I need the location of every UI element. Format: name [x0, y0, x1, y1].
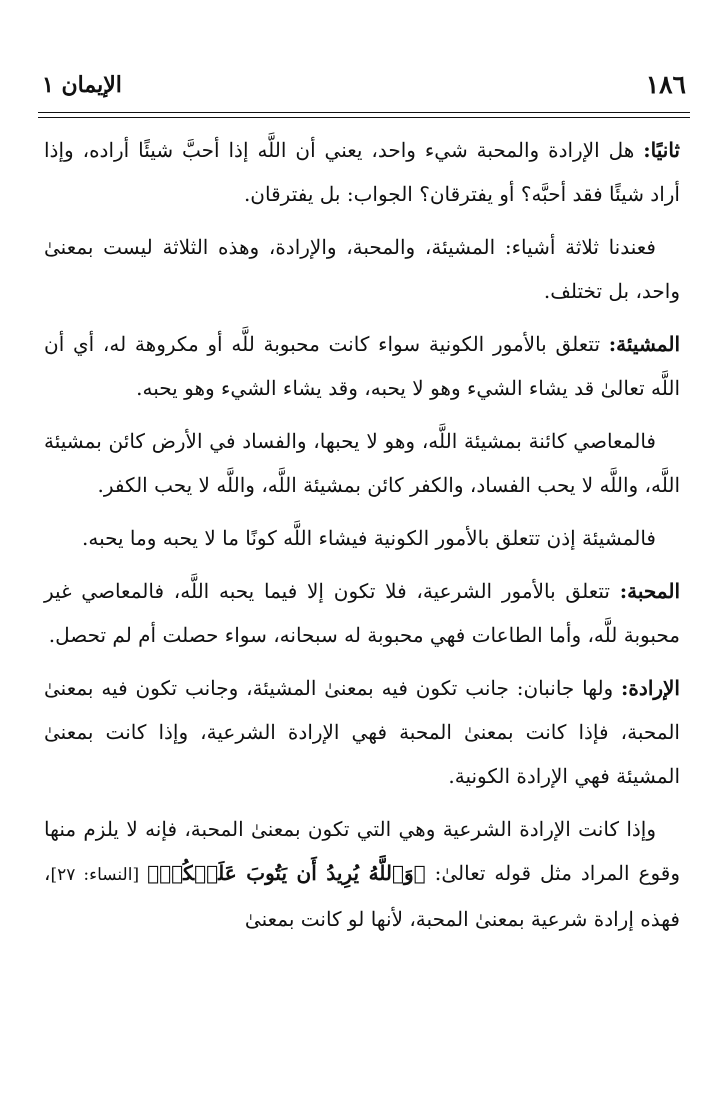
- page-header: [38, 70, 690, 104]
- paragraph-sins: [44, 419, 680, 507]
- verse-citation: [النساء: ٢٧]: [50, 865, 148, 885]
- paragraph-mahabba: [44, 569, 680, 657]
- paragraph-text: ولها جانبان: جانب تكون فيه بمعنىٰ المشيئة، وجانب تكون فيه بمعنىٰ المحبة، فإذا كانت بمعنىٰ المحبة فهي الإرادة الشرعية، وإذا كانت بمعنىٰ المشيئة فهي الإرادة الكونية.: [44, 676, 680, 788]
- term-heading: المشيئة:: [608, 332, 680, 356]
- running-title: الإيمان ١: [42, 72, 122, 98]
- term-heading: المحبة:: [619, 579, 680, 603]
- paragraph-sharia-will: [44, 807, 680, 941]
- page-number: ١٨٦: [645, 70, 686, 99]
- paragraph-text: فعندنا ثلاثة أشياء: المشيئة، والمحبة، والإرادة، وهذه الثلاثة ليست بمعنىٰ واحد، بل تختلف.: [44, 235, 680, 303]
- paragraph-text: وإذا كانت الإرادة الشرعية وهي التي تكون بمعنىٰ المحبة، فإنه لا يلزم منها وقوع المراد مثل قوله تعالىٰ:: [44, 817, 680, 885]
- header-rule-bottom: [38, 117, 690, 118]
- paragraph-text: فالمشيئة إذن تتعلق بالأمور الكونية فيشاء اللَّه كونًا ما لا يحبه وما يحبه.: [81, 526, 656, 550]
- term-heading: الإرادة:: [621, 676, 680, 700]
- paragraph-text: فالمعاصي كائنة بمشيئة اللَّه، وهو لا يحبها، والفساد في الأرض كائن بمشيئة اللَّه، واللَّه لا يحب الفساد، والكفر كائن بمشيئة اللَّه، واللَّه لا يحب الكفر.: [44, 429, 680, 497]
- paragraph-irada: [44, 666, 680, 798]
- page-body: [44, 128, 680, 950]
- term-heading: ثانيًا:: [643, 138, 680, 162]
- paragraph-text: ، فهذه إرادة شرعية بمعنىٰ المحبة، لأنها لو كانت بمعنىٰ: [44, 861, 680, 931]
- paragraph-secondly: [44, 128, 680, 216]
- paragraph-mashia: [44, 322, 680, 410]
- paragraph-text: هل الإرادة والمحبة شيء واحد، يعني أن اللَّه إذا أحبَّ شيئًا أراده، وإذا أراد شيئًا فقد أحبَّه؟ أو يفترقان؟ الجواب: بل يفترقان.: [44, 138, 680, 206]
- paragraph-three-things: [44, 225, 680, 313]
- paragraph-mashia-summary: [44, 516, 680, 560]
- header-rule-top: [38, 112, 690, 113]
- paragraph-text: تتعلق بالأمور الكونية سواء كانت محبوبة للَّه أو مكروهة له، أي أن اللَّه تعالىٰ قد يشاء الشيء وهو لا يحبه، وقد يشاء الشيء وهو يحبه.: [44, 332, 680, 400]
- paragraph-text: تتعلق بالأمور الشرعية، فلا تكون إلا فيما يحبه اللَّه، فالمعاصي غير محبوبة للَّه، وأما الطاعات فهي محبوبة له سبحانه، سواء حصلت أم لم تحصل.: [44, 579, 680, 647]
- quran-verse: ﴿وَٱللَّهُ يُرِيدُ أَن يَتُوبَ عَلَيۡكُمۡ﴾: [147, 861, 426, 885]
